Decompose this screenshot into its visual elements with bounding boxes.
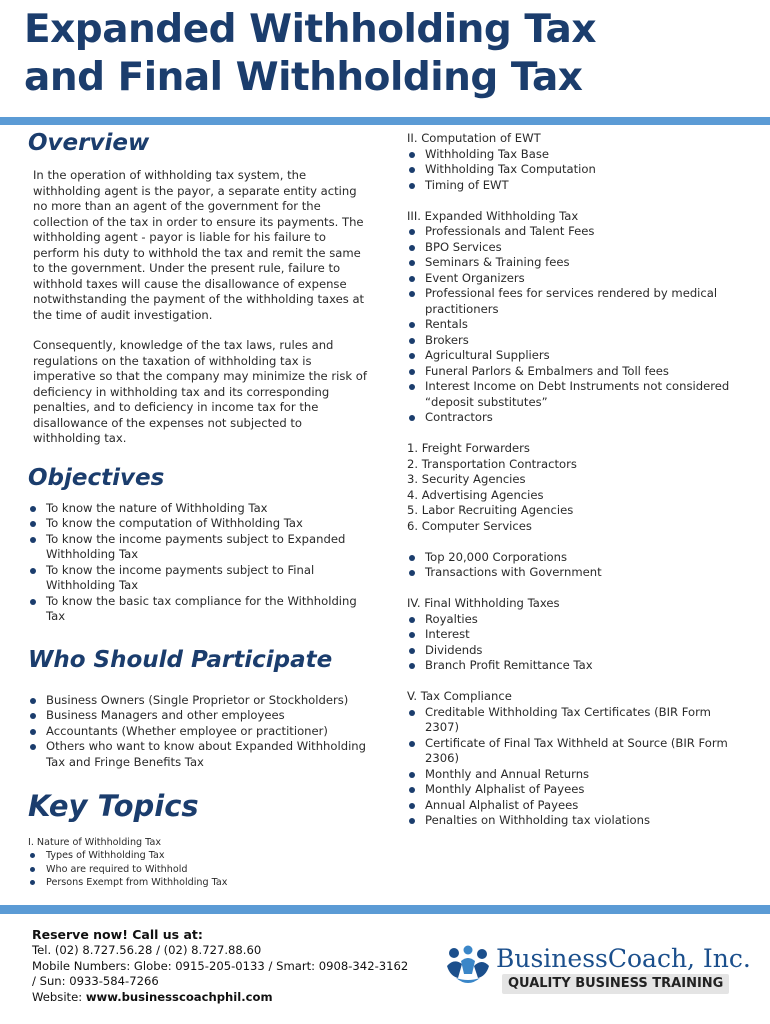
overview-heading: Overview (28, 130, 150, 156)
list-item: Monthly Alphalist of Payees (407, 782, 737, 798)
list-item: Withholding Tax Computation (407, 162, 737, 178)
topic-section-1-list (28, 849, 368, 889)
list-item: Penalties on Withholding tax violations (407, 813, 737, 829)
website-link[interactable]: www.businesscoachphil.com (85, 989, 273, 1004)
list-item: Agricultural Suppliers (407, 348, 737, 364)
list-item: Annual Alphalist of Payees (407, 798, 737, 814)
list-item: Dividends (407, 643, 737, 659)
topic-section-4-heading: IV. Final Withholding Taxes (407, 596, 560, 610)
title-line-1: Expanded Withholding Tax (24, 7, 596, 52)
right-column (407, 131, 737, 829)
list-item: Others who want to know about Expanded Withholding Tax and Fringe Benefits Tax (28, 739, 368, 770)
page-title (24, 6, 596, 102)
numbered-item: 4. Advertising Agencies (407, 487, 544, 502)
numbered-item: 5. Labor Recruiting Agencies (407, 503, 574, 517)
list-item: Funeral Parlors & Embalmers and Toll fees (407, 364, 737, 380)
topic-section-3-list (407, 224, 737, 426)
list-item: Branch Profit Remittance Tax (407, 658, 737, 674)
left-column (28, 128, 368, 889)
list-item: Timing of EWT (407, 178, 737, 194)
list-item: Certificate of Final Tax Withheld at Source (BIR Form 2306) (407, 736, 737, 767)
list-item: Monthly and Annual Returns (407, 767, 737, 783)
topic-section-4-list (407, 612, 737, 674)
list-item: Professionals and Talent Fees (407, 224, 737, 240)
topic-section-5-heading: V. Tax Compliance (407, 689, 512, 703)
list-item: To know the income payments subject to Expanded Withholding Tax (28, 532, 368, 563)
overview-paragraph-2: Consequently, knowledge of the tax laws, rules and regulations on the taxation of withholding tax is imperative so that the company may minimize the risk of deficiency in withholding tax and its corresponding penalties, and to deficiency in income tax for the disallowance of the expenses not subjected to withholding tax. (33, 338, 367, 445)
mobile-line: Mobile Numbers: Globe: 0915-205-0133 / Smart: 0908-342-3162 (32, 958, 409, 973)
list-item: To know the nature of Withholding Tax (28, 501, 368, 517)
list-item: Contractors (407, 410, 737, 426)
list-item: Who are required to Withhold (28, 863, 368, 876)
list-item: Event Organizers (407, 271, 737, 287)
company-logo (444, 940, 751, 1000)
logo-tagline: QUALITY BUSINESS TRAINING (502, 974, 729, 994)
logo-company-name: BusinessCoach, Inc. (496, 944, 751, 973)
topic-section-1-heading: I. Nature of Withholding Tax (28, 837, 162, 848)
numbered-item: 3. Security Agencies (407, 472, 526, 486)
topic-section-5-list (407, 705, 737, 829)
list-item: Rentals (407, 317, 737, 333)
key-topics-heading: Key Topics (28, 789, 199, 823)
list-item: Business Owners (Single Proprietor or Stockholders) (28, 693, 368, 709)
objectives-list (28, 501, 368, 625)
list-item: To know the income payments subject to Final Withholding Tax (28, 563, 368, 594)
three-figures-logo-icon (444, 944, 492, 988)
reserve-cta: Reserve now! Call us at: (32, 927, 203, 942)
list-item: Brokers (407, 333, 737, 349)
sun-line: / Sun: 0933-584-7266 (32, 974, 159, 988)
numbered-item: 2. Transportation Contractors (407, 456, 577, 471)
topic-section-2-list (407, 147, 737, 194)
topic-section-3-extra-list (407, 550, 737, 581)
list-item: Interest Income on Debt Instruments not considered “deposit substitutes” (407, 379, 737, 410)
list-item: Professional fees for services rendered by medical practitioners (407, 286, 737, 317)
list-item: To know the basic tax compliance for the Withholding Tax (28, 594, 368, 625)
list-item: Withholding Tax Base (407, 147, 737, 163)
numbered-item: 1. Freight Forwarders (407, 441, 530, 455)
list-item: Accountants (Whether employee or practitioner) (28, 724, 368, 740)
website-label: Website: (32, 989, 86, 1004)
participants-list (28, 693, 368, 771)
list-item: Interest (407, 627, 737, 643)
telephone-line: Tel. (02) 8.727.56.28 / (02) 8.727.88.60 (32, 943, 262, 957)
list-item: Royalties (407, 612, 737, 628)
topic-section-3-heading: III. Expanded Withholding Tax (407, 208, 579, 223)
overview-paragraph-1: In the operation of withholding tax system, the withholding agent is the payor, a separate entity acting no more than an agent of the government for the collection of the tax in order to ensure its payments. The withholding agent - payor is liable for his failure to perform his duty to withhold the tax and remit the same to the government. Under the present rule, failure to withhold taxes will cause the disallowance of expense notwithstanding the payment of the withholding taxes at the time of audit investigation. (33, 168, 365, 322)
list-item: To know the computation of Withholding Tax (28, 516, 368, 532)
list-item: Business Managers and other employees (28, 708, 368, 724)
bottom-divider (0, 905, 770, 914)
topic-section-2-heading: II. Computation of EWT (407, 131, 541, 145)
list-item: Persons Exempt from Withholding Tax (28, 876, 368, 889)
title-line-2: and Final Withholding Tax (24, 55, 583, 100)
list-item: Transactions with Government (407, 565, 737, 581)
objectives-heading: Objectives (28, 464, 165, 491)
top-divider (0, 117, 770, 125)
numbered-item: 6. Computer Services (407, 518, 532, 533)
list-item: BPO Services (407, 240, 737, 256)
list-item: Creditable Withholding Tax Certificates (BIR Form 2307) (407, 705, 737, 736)
list-item: Top 20,000 Corporations (407, 550, 737, 566)
participants-heading: Who Should Participate (28, 646, 333, 673)
website-line (32, 990, 432, 1006)
list-item: Types of Withholding Tax (28, 849, 368, 862)
contact-block (32, 926, 432, 1005)
list-item: Seminars & Training fees (407, 255, 737, 271)
